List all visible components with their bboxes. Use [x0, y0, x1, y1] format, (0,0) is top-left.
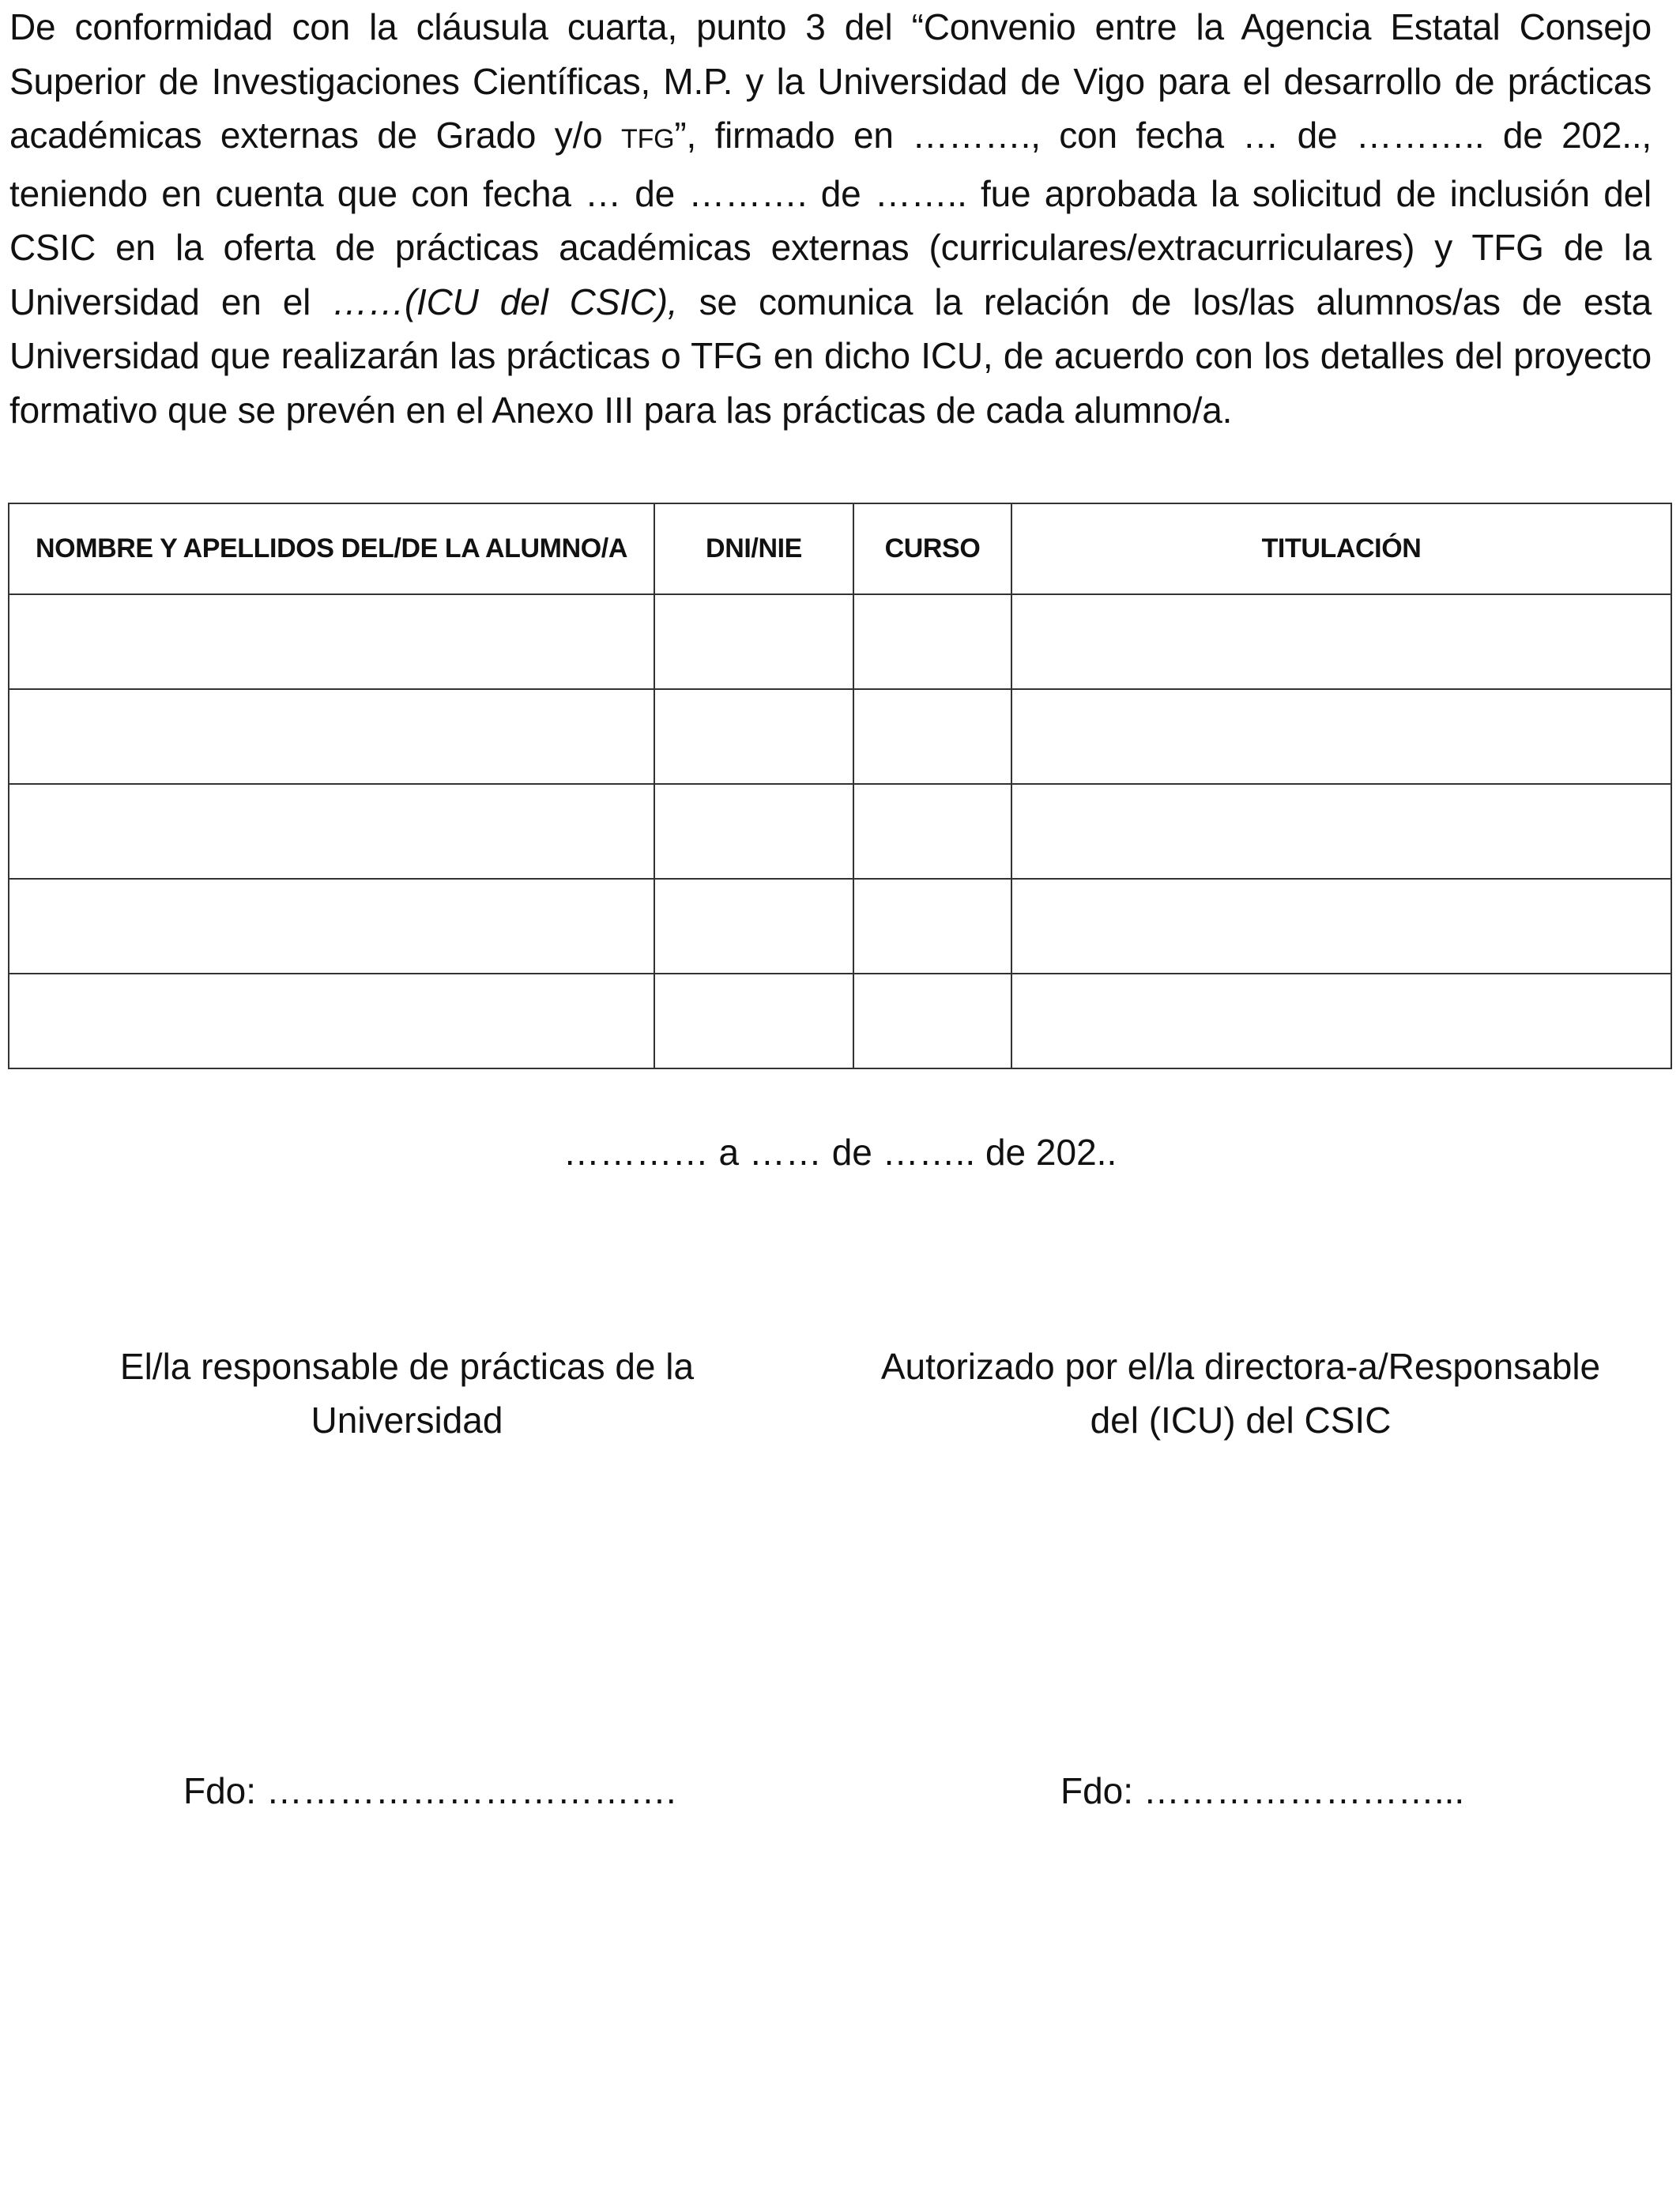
signature-title-university: El/la responsable de prácticas de la Universidad	[119, 1346, 695, 1441]
intro-tfg-abbrev: TFG	[621, 124, 675, 154]
signature-fdo-csic: Fdo: ……………………...	[1060, 1770, 1465, 1811]
signature-title-csic-line2: del (ICU) del CSIC	[1090, 1400, 1392, 1441]
table-row	[9, 594, 1671, 689]
cell-curso[interactable]	[853, 784, 1011, 879]
cell-curso[interactable]	[853, 974, 1011, 1068]
cell-dni[interactable]	[654, 594, 853, 689]
cell-dni[interactable]	[654, 879, 853, 974]
signature-fdo-university: Fdo: …………………………….	[183, 1770, 676, 1811]
signature-block-csic	[861, 1340, 1620, 1447]
column-header-dni: DNI/NIE	[654, 503, 853, 594]
cell-titulacion[interactable]	[1011, 594, 1671, 689]
cell-name[interactable]	[9, 879, 654, 974]
table-header-row	[9, 503, 1671, 594]
cell-dni[interactable]	[654, 689, 853, 784]
cell-titulacion[interactable]	[1011, 974, 1671, 1068]
cell-titulacion[interactable]	[1011, 879, 1671, 974]
column-header-name: NOMBRE Y APELLIDOS DEL/DE LA ALUMNO/A	[9, 503, 654, 594]
cell-dni[interactable]	[654, 784, 853, 879]
cell-titulacion[interactable]	[1011, 784, 1671, 879]
signature-title-csic-line1: Autorizado por el/la directora-a/Responsable	[880, 1346, 1601, 1387]
place-date-line: ………… a …… de …….. de 202..	[563, 1132, 1117, 1173]
column-header-curso: CURSO	[853, 503, 1011, 594]
signature-block-university	[32, 1340, 782, 1447]
cell-curso[interactable]	[853, 594, 1011, 689]
cell-curso[interactable]	[853, 689, 1011, 784]
cell-name[interactable]	[9, 594, 654, 689]
intro-text-part-1: De conformidad con la cláusula cuarta, punto 3 del “Convenio entre la Agencia Estatal Consejo Superior de Investigaciones Científicas, M.P. y la Universidad de Vigo para el desarrollo de prácticas académicas externas de Grado y/o	[9, 6, 1652, 156]
cell-curso[interactable]	[853, 879, 1011, 974]
cell-name[interactable]	[9, 974, 654, 1068]
intro-icu-placeholder: ……(ICU del CSIC),	[332, 281, 678, 322]
table-row	[9, 689, 1671, 784]
cell-name[interactable]	[9, 784, 654, 879]
table-row	[9, 784, 1671, 879]
cell-titulacion[interactable]	[1011, 689, 1671, 784]
column-header-titulacion: TITULACIÓN	[1011, 503, 1671, 594]
cell-name[interactable]	[9, 689, 654, 784]
intro-text-part-3: se comunica la relación de los/las alumnos/as de esta Universidad que realizarán las prácticas o TFG en dicho ICU, de acuerdo con los detalles del proyecto formativo que se prevén en el Anexo III para las prácticas de cada alumno/a.	[9, 281, 1652, 431]
intro-paragraph	[9, 0, 1652, 437]
cell-dni[interactable]	[654, 974, 853, 1068]
students-table	[8, 503, 1672, 1069]
table-row	[9, 974, 1671, 1068]
intro-text-part-2: ”, firmado en ………., con fecha … de ……….. de 202.., teniendo en cuenta que con fecha … de ………. de …….. fue aprobada la solicitud de inclusión del CSIC en la oferta de prácticas académicas externas (curriculares/extracurriculares) y TFG de la Universidad en el	[9, 115, 1652, 322]
table-row	[9, 879, 1671, 974]
